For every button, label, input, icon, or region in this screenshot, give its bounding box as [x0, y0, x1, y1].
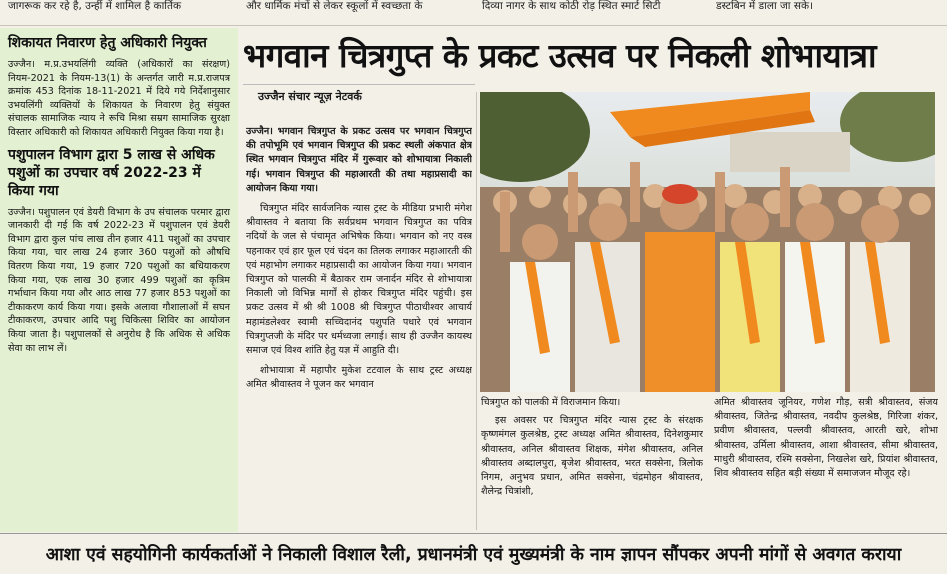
top-fragment-3: दिव्या नागर के साथ कोठी रोड़ स्थित स्मार्ट सिटी	[482, 0, 661, 12]
main-para-5: अमित श्रीवास्तव जूनियर, गणेश गौड़, सत्री श्रीवास्तव, संजय श्रीवास्तव, जितेन्द्र श्रीवास्तव, नवदीप कुलश्रेष्ठ, गिरिजा शंकर, प्रवीण श्रीवास्तव, पल्लवी श्रीवास्तव, आरती खरे, शोभा श्रीवास्तव, उर्मिला श्रीवास्तव, आशा श्रीवास्तव, सीमा श्रीवास्तव, माधुरी श्रीवास्तव, रश्मि सक्सेना, निखलेश खरे, प्रियांश श्रीवास्तव, शिव श्रीवास्तव सहित बड़ी संख्या में समाजजन मौजूद रहे।	[714, 397, 938, 480]
story2-body: उज्जैन। पशुपालन एवं डेयरी विभाग के उप संचालक परमार द्वारा जानकारी दी गई कि वर्ष 2022-23 में पशुपालन एवं डेयरी विभाग द्वारा कुल पांच लाख तीन हजार 411 पशुओं का उपचार किया गया, चार लाख 24 हजार 360 पशुओं को औषधि वितरण किया गया, 19 हजार 720 पशुओं का बधियाकरण किया गया, एक लाख 30 हजार 499 पशुओं का कृत्रिम गर्भाधान किया गया और आठ लाख 77 हजार 853 पशुओं का टीकाकरण कार्य किया गया। इसके अलावा गौशालाओं में सघन टीकाकरण, उपचार आदि पशु चिकित्सा शिविर का आयोजन किया जाता है। पशुपालकों से अनुरोध है कि अधिक से अधिक सेवा का लाभ लें।	[8, 206, 230, 354]
procession-photo-illustration	[480, 92, 935, 392]
bottom-rule	[0, 533, 947, 534]
main-para-3: चित्रगुप्त को पालकी में विराजमान किया।	[481, 397, 621, 408]
main-headline: भगवान चित्रगुप्त के प्रकट उत्सव पर निकली शोभायात्रा	[243, 36, 877, 75]
main-para-4: इस अवसर पर चित्रगुप्त मंदिर न्यास ट्रस्ट के संरक्षक कृष्णमंगल कुलश्रेष्ठ, ट्रस्ट अध्यक्ष अमित श्रीवास्तव, दिनेशकुमार श्रीवास्तव, अनिल श्रीवास्तव शिक्षक, मंगेश श्रीवास्तव, अनिल श्रीवास्तव अब्दालपुरा, बृजेश श्रीवास्तव, भरत सक्सेना, त्रिलोक निगम, अनुभव प्रधान, अमित सक्सेना, चंद्रमोहन श्रीवास्तव, शैलेन्द्र चित्रांशी,	[481, 415, 703, 498]
main-para-2: शोभायात्रा में महापौर मुकेश टटवाल के साथ ट्रस्ट अध्यक्ष अमित श्रीवास्तव ने पूजन कर भगवान	[246, 365, 472, 391]
top-rule	[0, 25, 947, 26]
story2-title: पशुपालन विभाग द्वारा 5 लाख से अधिक पशुओं का उपचार वर्ष 2022-23 में किया गया	[8, 146, 215, 199]
main-column-3	[714, 396, 938, 530]
main-para-1: चित्रगुप्त मंदिर सार्वजनिक न्यास ट्रस्ट के मीडिया प्रभारी मंगेश श्रीवास्तव ने बताया कि सर्वप्रथम भगवान चित्रगुप्त का पवित्र नदियों के जल से पंचामृत अभिषेक किया। भगवान को नए वस्त्र पहनाकर एवं हार फूल एवं चंदन का तिलक लगाकर महाआरती की एवं महाभोग लगाकर महाप्रसादी का आयोजन किया गया। भगवान चित्रगुप्त को पालकी में बैठाकर राम जनार्दन मंदिर से शोभायात्रा निकाली जो विभिन्न मार्गों से होकर चित्रगुप्त मंदिर पहुंची। इस प्रकट उत्सव में श्री श्री 1008 श्री चित्रगुप्त पीठाधीश्वर आचार्य महामंडलेश्वर स्वामी सच्चिदानंद पशुपति पधारे एवं भगवान चित्रगुप्तजी के मंदिर पर धर्मध्वजा लगाई। साथ ही उज्जैन कायस्थ समाज एवं विश्व शांति हेतु यज्ञ में आहुति दी।	[246, 203, 472, 357]
byline-rule	[243, 84, 475, 85]
main-column-1	[246, 125, 472, 529]
procession-photo	[480, 92, 935, 392]
left-news-box	[0, 28, 238, 532]
top-fragment-2: और धार्मिक मंचों से लेकर स्कूलों में स्वच्छता के	[246, 0, 423, 12]
column-divider	[476, 92, 477, 530]
top-fragment-1: जागरूक कर रहे है, उन्हीं में शामिल है कार्तिक	[8, 0, 182, 12]
byline: उज्जैन संचार न्यूज़ नेटवर्क	[258, 90, 362, 103]
main-column-2	[481, 396, 703, 530]
top-fragment-4: डस्टबिन में डाला जा सके।	[716, 0, 813, 12]
story1-title: शिकायत निवारण हेतु अधिकारी नियुक्त	[8, 35, 207, 51]
main-lead: उज्जैन। भगवान चित्रगुप्त के प्रकट उत्सव पर भगवान चित्रगुप्त की तपोभूमि एवं भगवान चित्रगुप्त की प्रकट स्थली अंकपात क्षेत्र स्थित भगवान चित्रगुप्त मंदिर में गुरूवार को शोभायात्रा निकाली गई। भगवान चित्रगुप्त की महाआरती की तथा महाप्रसादी का आयोजन किया गया।	[246, 126, 472, 194]
bottom-headline: आशा एवं सहयोगिनी कार्यकर्ताओं ने निकाली विशाल रैली, प्रधानमंत्री एवं मुख्यमंत्री के नाम ज्ञापन सौंपकर अपनी मांगों से अवगत कराया	[45, 545, 902, 565]
story1-body: उज्जैन। म.प्र.उभयलिंगी व्यक्ति (अधिकारों का संरक्षण) नियम-2021 के नियम-13(1) के अन्तर्गत जारी म.प्र.राजपत्र क्रमांक 453 दिनांक 18-11-2021 में दिये गये निर्देशानुसार उभयलिंगी व्यक्तियों के शिकायत के निवारण हेतु संयुक्त संचालक सामाजिक न्याय ने रूचि मिश्रा सम्रग सामाजिक सुरक्षा विस्तार अधिकारी को शिकायत अधिकारी नियुक्त किया गया है।	[8, 59, 230, 138]
